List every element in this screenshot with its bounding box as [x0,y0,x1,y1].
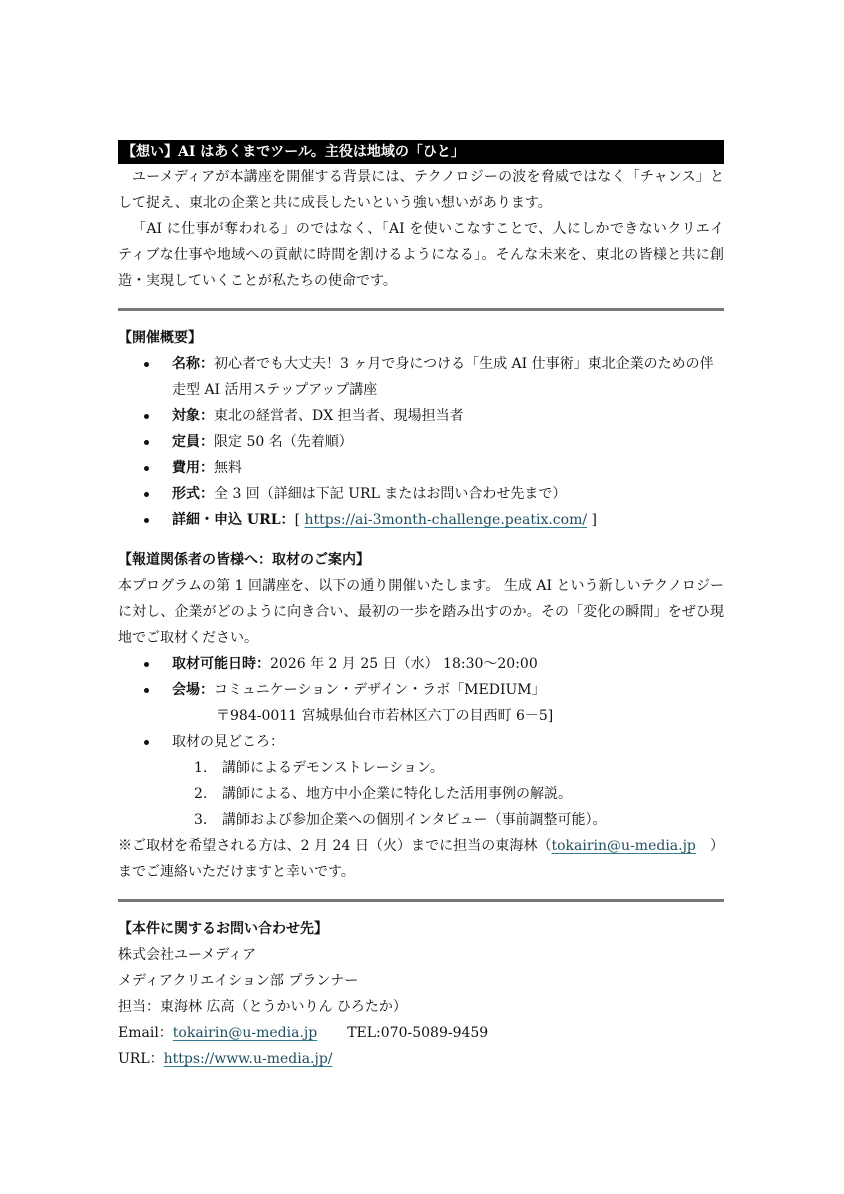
press-intro: 本プログラムの第 1 回講座を、以下の通り開催いたします。 生成 AI という新しいテクノロジーに対し、企業がどのように向き合い、最初の一歩を踏み出すのか。その「変化の瞬間」をぜひ現地でご取材ください。 [118,578,724,646]
peatix-link[interactable]: https://ai-3month-challenge.peatix.com/ [304,512,588,528]
press-item-datetime: 取材可能日時：2026 年 2 月 25 日（水） 18:30～20:00 [118,651,724,677]
press-email-link[interactable]: tokairin@u-media.jp [551,838,696,854]
overview-item-target: 対象：東北の経営者、DX 担当者、現場担当者 [118,403,724,429]
bullet-icon [144,688,149,693]
press-title: 【報道関係者の皆様へ：取材のご案内】 [118,552,370,568]
overview-item-name: 名称：初心者でも大丈夫！3 ヶ月で身につける「生成 AI 仕事術」東北企業のための伴走型 AI 活用ステップアップ講座 [118,351,724,403]
company-url-link[interactable]: https://www.u-media.jp/ [163,1051,333,1067]
overview-title: 【開催概要】 [118,330,202,346]
bullet-icon [144,492,149,497]
overview-item-fee: 費用：無料 [118,455,724,481]
highlights-list [118,755,724,833]
overview-item-capacity: 定員：限定 50 名（先着順） [118,429,724,455]
bullet-icon [144,662,149,667]
thoughts-paragraph-2: 「AI に仕事が奪われる」のではなく、「AI を使いこなすことで、人にしかできないクリエイティブな仕事や地域への貢献に時間を割けるようになる」。そんな未来を、東北の皆様と共に創造・実現していくことが私たちの使命です。 [118,221,724,289]
divider [118,899,724,902]
bullet-icon [144,440,149,445]
contact-email-link[interactable]: tokairin@u-media.jp [172,1025,318,1041]
divider [118,308,724,311]
bullet-icon [144,362,149,367]
highlight-item: 2. 講師による、地方中小企業に特化した活用事例の解説。 [194,786,572,802]
bullet-icon [144,466,149,471]
contact-person: 担当：東海林 広高（とうかいりん ひろたか） [118,999,407,1015]
press-note: ※ご取材を希望される方は、2 月 24 日（火）までに担当の東海林（tokairin@u-media.jp ）までご連絡いただけますと幸いです。 [118,838,724,880]
highlight-item: 1. 講師によるデモンストレーション。 [194,760,444,776]
press-list-highlights [118,729,724,755]
contact-email-row: Email：tokairin@u-media.jp TEL:070-5089-9459 [118,1025,489,1041]
overview-item-url: 詳細・申込 URL：[ https://ai-3month-challenge.peatix.com/ ] [118,507,724,533]
venue-address: 〒984-0011 宮城県仙台市若林区六丁の目西町 6－5] [216,708,554,724]
contact-company: 株式会社ユーメディア [118,947,257,963]
overview-list [118,351,724,533]
press-item-venue: 会場：コミュニケーション・デザイン・ラボ「MEDIUM」 [118,677,724,703]
section-heading-thoughts: 【想い】AI はあくまでツール。主役は地域の「ひと」 [118,140,724,164]
overview-item-format: 形式：全 3 回（詳細は下記 URL またはお問い合わせ先まで） [118,481,724,507]
thoughts-paragraph-1: ユーメディアが本講座を開催する背景には、テクノロジーの波を脅威ではなく「チャンス」として捉え、東北の企業と共に成長したいという強い想いがあります。 [118,169,724,211]
press-item-highlights: 取材の見どころ： [118,729,724,755]
press-list [118,651,724,703]
contact-tel: TEL:070-5089-9459 [347,1025,489,1041]
bullet-icon [144,518,149,523]
contact-department: メディアクリエイション部 プランナー [118,973,359,989]
bullet-icon [144,414,149,419]
contact-title: 【本件に関するお問い合わせ先】 [118,921,328,937]
press-release-page [118,140,724,1072]
bullet-icon [144,740,149,745]
contact-url-row: URL：https://www.u-media.jp/ [118,1051,333,1067]
highlight-item: 3. 講師および参加企業への個別インタビュー（事前調整可能）。 [194,812,607,828]
